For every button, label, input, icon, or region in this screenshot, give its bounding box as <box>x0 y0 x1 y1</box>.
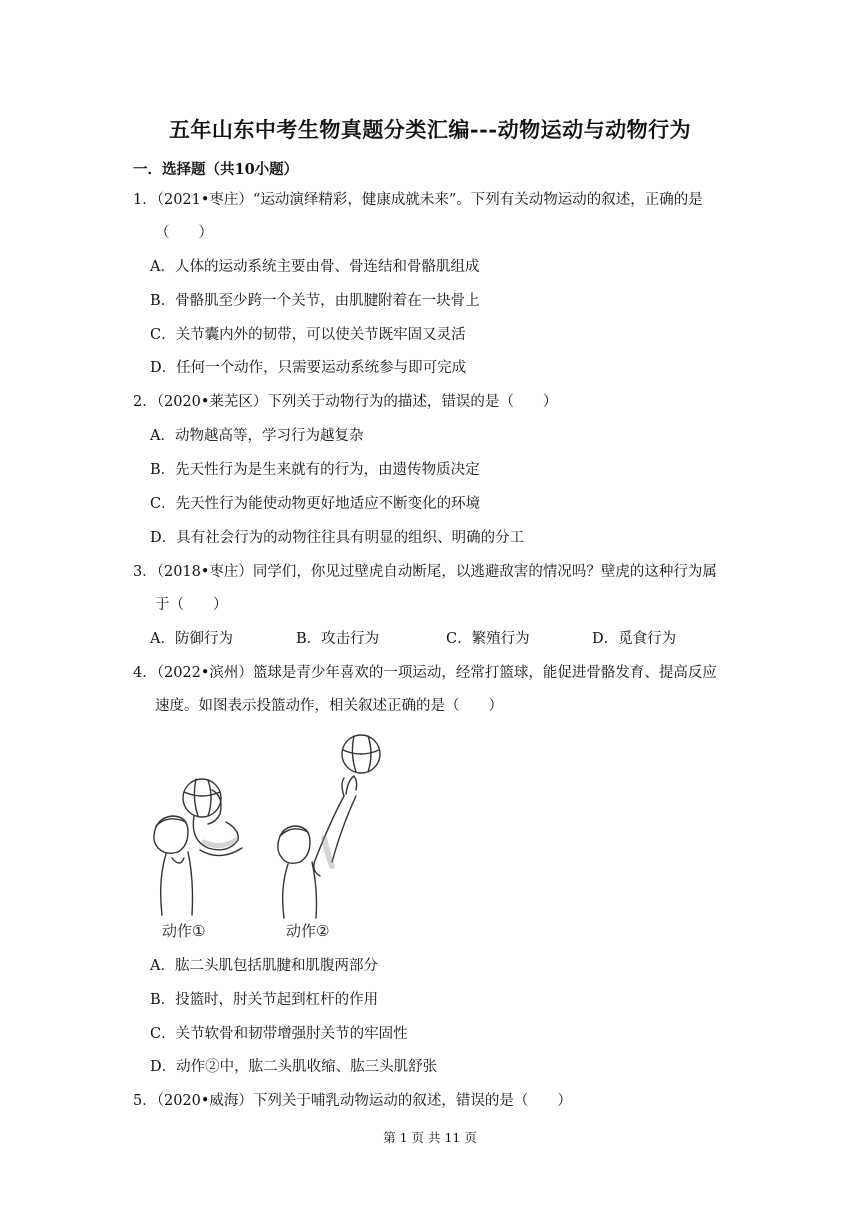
basketball-shooting-figure <box>148 730 418 945</box>
question-2-option-b: B．先天性行为是生来就有的行为，由遗传物质决定 <box>150 462 480 478</box>
question-3-option-d: D．觅食行为 <box>592 631 677 647</box>
question-4-option-b: B．投篮时，肘关节起到杠杆的作用 <box>150 992 379 1008</box>
question-3-stem-cont: 于（ ） <box>155 597 228 613</box>
question-4-stem-cont: 速度。如图表示投篮动作，相关叙述正确的是（ ） <box>155 698 503 714</box>
document-title: 五年山东中考生物真题分类汇编---动物运动与动物行为 <box>168 117 692 142</box>
question-2-option-a: A．动物越高等，学习行为越复杂 <box>150 428 364 444</box>
question-1-option-d: D．任何一个动作，只需要运动系统参与即可完成 <box>150 360 467 376</box>
shooting-illustration <box>148 730 418 945</box>
question-1-option-a: A．人体的运动系统主要由骨、骨连结和骨骼肌组成 <box>150 259 480 275</box>
question-4-option-a: A．肱二头肌包括肌腱和肌腹两部分 <box>150 958 378 974</box>
player-action-1 <box>154 779 242 915</box>
question-4-stem: 4．（2022•滨州）篮球是青少年喜欢的一项运动，经常打篮球，能促进骨骼发育、提高反应 <box>133 665 717 681</box>
section-heading: 一．选择题（共10小题） <box>133 161 299 178</box>
action-2-label: 动作② <box>286 922 330 940</box>
question-4-option-c: C．关节软骨和韧带增强肘关节的牢固性 <box>150 1026 408 1042</box>
question-2-stem: 2．（2020•莱芜区）下列关于动物行为的描述，错误的是（ ） <box>133 394 558 410</box>
question-4-option-d: D．动作②中，肱二头肌收缩、肱三头肌舒张 <box>150 1059 438 1075</box>
page-footer: 第 1 页 共 11 页 <box>383 1130 477 1145</box>
question-5-stem: 5．（2020•威海）下列关于哺乳动物运动的叙述，错误的是（ ） <box>133 1093 572 1109</box>
action-1-label: 动作① <box>162 922 206 940</box>
question-3-option-a: A．防御行为 <box>150 631 233 647</box>
question-2-option-c: C．先天性行为能使动物更好地适应不断变化的环境 <box>150 496 481 512</box>
question-1-option-c: C．关节囊内外的韧带，可以使关节既牢固又灵活 <box>150 327 466 343</box>
question-3-stem: 3．（2018•枣庄）同学们，你见过壁虎自动断尾，以逃避敌害的情况吗？壁虎的这种行为属 <box>133 564 717 580</box>
question-1-option-b: B．骨骼肌至少跨一个关节，由肌腱附着在一块骨上 <box>150 293 480 309</box>
question-3-option-c: C．繁殖行为 <box>446 631 530 647</box>
player-action-2 <box>278 735 380 918</box>
question-3-option-b: B．攻击行为 <box>296 631 380 647</box>
question-2-option-d: D．具有社会行为的动物往往具有明显的组织、明确的分工 <box>150 530 525 546</box>
question-1-stem: 1．（2021•枣庄）“运动演绎精彩，健康成就未来”。下列有关动物运动的叙述，正确的是 <box>133 192 703 208</box>
question-1-stem-cont: （ ） <box>155 225 213 241</box>
